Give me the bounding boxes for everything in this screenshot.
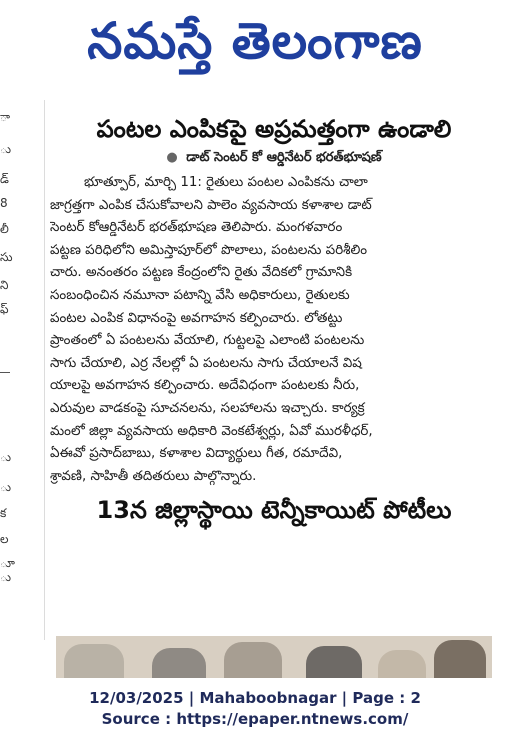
photo-figure (224, 642, 282, 678)
body-line: యాలపై అవగాహన కల్పించారు. అదేవిధంగా పంటలకు నీరు, (50, 378, 360, 394)
body-line: పట్టణ పరిధిలోని అమిస్తాపూర్‌లో పొలాలు, పంటలను పరిశీలిం (50, 242, 368, 258)
strip-char: లీ (0, 222, 9, 236)
body-line: శ్రావణి, సాహితీ తదితరులు పాల్గొన్నారు. (50, 468, 257, 484)
body-line: సంబంధించిన నమూనా పటాన్ని వేసి అధికారులు, రైతులకు (50, 287, 350, 303)
strip-char: ఫ్ (0, 302, 9, 316)
masthead (0, 0, 510, 94)
strip-char: ు (0, 480, 12, 494)
masthead-title: నమస్తే తెలంగాణ (87, 11, 423, 70)
strip-char: ు (0, 450, 12, 464)
strip-divider (0, 372, 10, 373)
strip-char: ు (0, 142, 12, 156)
photo-figure (378, 650, 426, 678)
second-article-headline: 13న జిల్లాస్థాయి టెన్నీకాయిట్ పోటీలు (96, 496, 452, 525)
strip-char: ల (0, 532, 9, 546)
column-divider (44, 100, 45, 640)
body-line: సెంటర్ కోఆర్డినేటర్ భరత్‌భూషణ తెలిపారు. మంగళవారం (50, 220, 343, 236)
strip-char: ు (0, 570, 12, 584)
strip-char: ూ (0, 556, 15, 570)
adjacent-column-strip (0, 104, 16, 584)
strip-char: సు (0, 250, 13, 264)
photo-figure (434, 640, 486, 678)
article-byline (50, 148, 498, 168)
photo-figure (306, 646, 362, 678)
body-line: పంటల ఎంపిక విధానంపై అవగాహన కల్పించారు. లోతట్టు (50, 310, 343, 326)
body-line: ప్రాంతంలో ఏ పంటలను వేయాలి, గుట్టలపై ఎలాంటి పంటలను (50, 333, 365, 349)
strip-char: ా (0, 110, 11, 124)
article-body (50, 172, 498, 488)
footer-source: Source : https://epaper.ntnews.com/ (101, 710, 409, 728)
photo-figure (152, 648, 206, 678)
footer (0, 688, 510, 730)
footer-date-edition: 12/03/2025 | Mahaboobnagar | Page : 2 (89, 689, 421, 707)
body-line: భూత్పూర్, మార్చి 11: రైతులు పంటల ఎంపికను చాలా (84, 175, 368, 190)
strip-char: క (0, 506, 7, 520)
byline-text: డాట్ సెంటర్ కో ఆర్డినేటర్ భరత్‌భూషణ్ (186, 150, 382, 165)
body-line: మంలో జిల్లా వ్యవసాయ అధికారి వెంకటేశ్వర్లు, ఏవో మురళీధర్, (50, 423, 373, 439)
strip-char: 8 (0, 196, 8, 210)
body-line: ఏఈవో ప్రసాద్‌బాబు, కళాశాల విద్యార్థులు గీత, రమాదేవి, (50, 446, 343, 462)
body-line: జాగ్రత్తగా ఎంపిక చేసుకోవాలని పాలెం వ్యవసాయ కళాశాల డాట్ (50, 197, 372, 213)
body-line: సాగు చేయాలి, ఎర్ర నేలల్లో ఏ పంటలను సాగు చేయాలనే విష (50, 355, 362, 371)
body-line: ఎరువుల వాడకంపై సూచనలను, సలహాలను ఇచ్చారు. కార్యక్ర (50, 400, 365, 416)
article (50, 96, 498, 526)
article-top-fragment (50, 96, 498, 110)
article-headline: పంటల ఎంపికపై అప్రమత్తంగా ఉండాలి (96, 115, 452, 143)
strip-char: డ్ (0, 172, 9, 186)
strip-char: ని (0, 278, 9, 292)
body-line: చారు. అనంతరం పట్టణ కేంద్రంలోని రైతు వేదికలో గ్రామానికి (50, 265, 353, 281)
photo-figure (64, 644, 124, 678)
news-photo (56, 636, 492, 678)
bullet-icon: ● (166, 150, 178, 165)
